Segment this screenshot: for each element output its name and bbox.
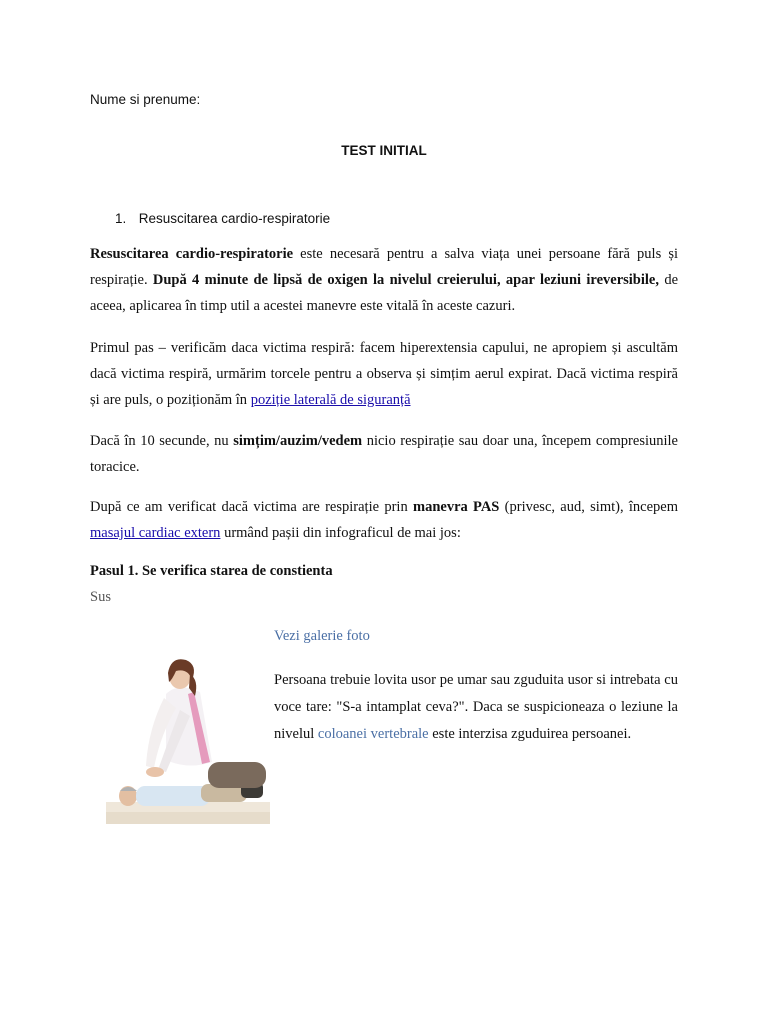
paragraph-pas (90, 494, 678, 546)
cardiac-massage-link[interactable]: masajul cardiac extern (90, 525, 221, 541)
list-item-label: Resuscitarea cardio-respiratorie (138, 211, 331, 226)
paragraph-text: de aceea, aplicarea în timp util a acestei manevre este vitală în aceste cazuri. (90, 272, 679, 314)
paragraph-compressions (90, 428, 678, 480)
paragraph-first-step (90, 335, 678, 413)
recovery-position-link[interactable]: poziție laterală de siguranță (250, 392, 411, 408)
paragraph-text: Primul pas – verificăm daca victima respiră: facem hiperextensia capului, ne apropiem și ascultăm dacă victima respiră, urmărim torcele pentru a observa și simțim aerul expirat. Dacă victima respiră și are puls, o poziționăm în (90, 340, 678, 408)
paragraph-text: Persoana trebuie lovita usor pe umar sau zguduita usor si intrebata cu voce tare: "S-a intamplat ceva?". Daca se suspicioneaza o leziune la nivelul (274, 672, 678, 742)
paragraph-text: este interzisa zguduirea persoanei. (428, 726, 632, 742)
list-number: 1. (115, 211, 127, 226)
paragraph-text: După ce am verificat dacă victima are respirație prin (90, 499, 413, 515)
page-title: TEST INITIAL (341, 143, 427, 158)
bold-term: Resuscitarea cardio-respiratorie (90, 246, 294, 262)
bold-warning: După 4 minute de lipsă de oxigen la nivelul creierului, apar leziuni ireversibile, (152, 272, 659, 288)
paragraph-intro (90, 241, 678, 319)
name-label: Nume si prenume: (90, 92, 201, 107)
paragraph-text: este necesară pentru a salva viața unei persoane fără puls și respirație. (90, 246, 678, 288)
step-description (274, 667, 678, 748)
paragraph-text: (privesc, aud, simt), începem (499, 499, 679, 515)
cpr-photo-icon (106, 652, 270, 824)
photo-gallery-link[interactable]: Vezi galerie foto (274, 628, 370, 644)
sus-link[interactable]: Sus (90, 589, 111, 605)
step-heading: Pasul 1. Se verifica starea de constienta (90, 563, 333, 579)
paragraph-text: nicio respirație sau doar una, începem compresiunile toracice. (90, 433, 678, 475)
spine-link[interactable]: coloanei vertebrale (317, 726, 429, 742)
bold-term: simțim/auzim/vedem (233, 433, 363, 449)
list-item (115, 211, 330, 226)
bold-term: manevra PAS (413, 499, 500, 515)
paragraph-text: Dacă în 10 secunde, nu (90, 433, 234, 449)
paragraph-text: urmând pașii din infograficul de mai jos: (220, 525, 461, 541)
